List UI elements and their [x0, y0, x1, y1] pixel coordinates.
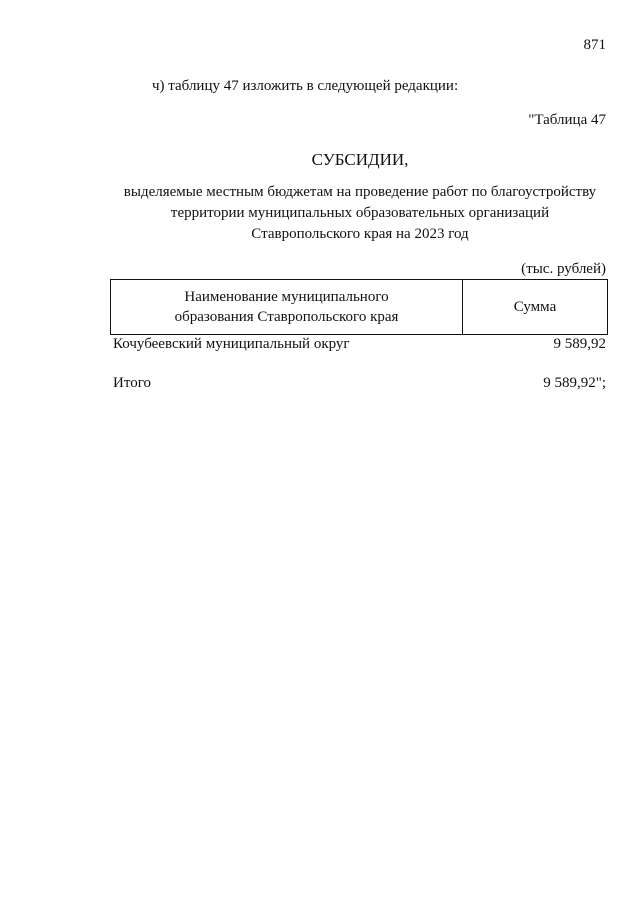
- table-row: [113, 336, 606, 353]
- table-header: [110, 279, 608, 335]
- header-name-line: Наименование муниципального: [184, 289, 389, 305]
- total-row: [113, 375, 606, 392]
- table-reference: "Таблица 47: [528, 112, 606, 128]
- subtitle-line: выделяемые местным бюджетам на проведение работ по благоустройству: [123, 184, 597, 200]
- document-subtitle: [100, 182, 620, 245]
- page-number: 871: [583, 37, 606, 53]
- header-sum-cell: Сумма: [513, 298, 557, 315]
- total-sum: 9 589,92";: [543, 375, 606, 391]
- subtitle-line: Ставропольского края на 2023 год: [251, 226, 469, 242]
- total-label: Итого: [113, 375, 151, 391]
- units-label: (тыс. рублей): [521, 261, 606, 277]
- row-name: Кочубеевский муниципальный округ: [113, 336, 350, 352]
- document-title: СУБСИДИИ,: [311, 150, 409, 169]
- subtitle-line: территории муниципальных образовательных организаций: [170, 205, 550, 221]
- header-name-line: образования Ставропольского края: [174, 309, 399, 325]
- intro-text: ч) таблицу 47 изложить в следующей редакции:: [152, 78, 459, 94]
- row-sum: 9 589,92: [553, 336, 606, 352]
- header-name-cell: [111, 280, 463, 334]
